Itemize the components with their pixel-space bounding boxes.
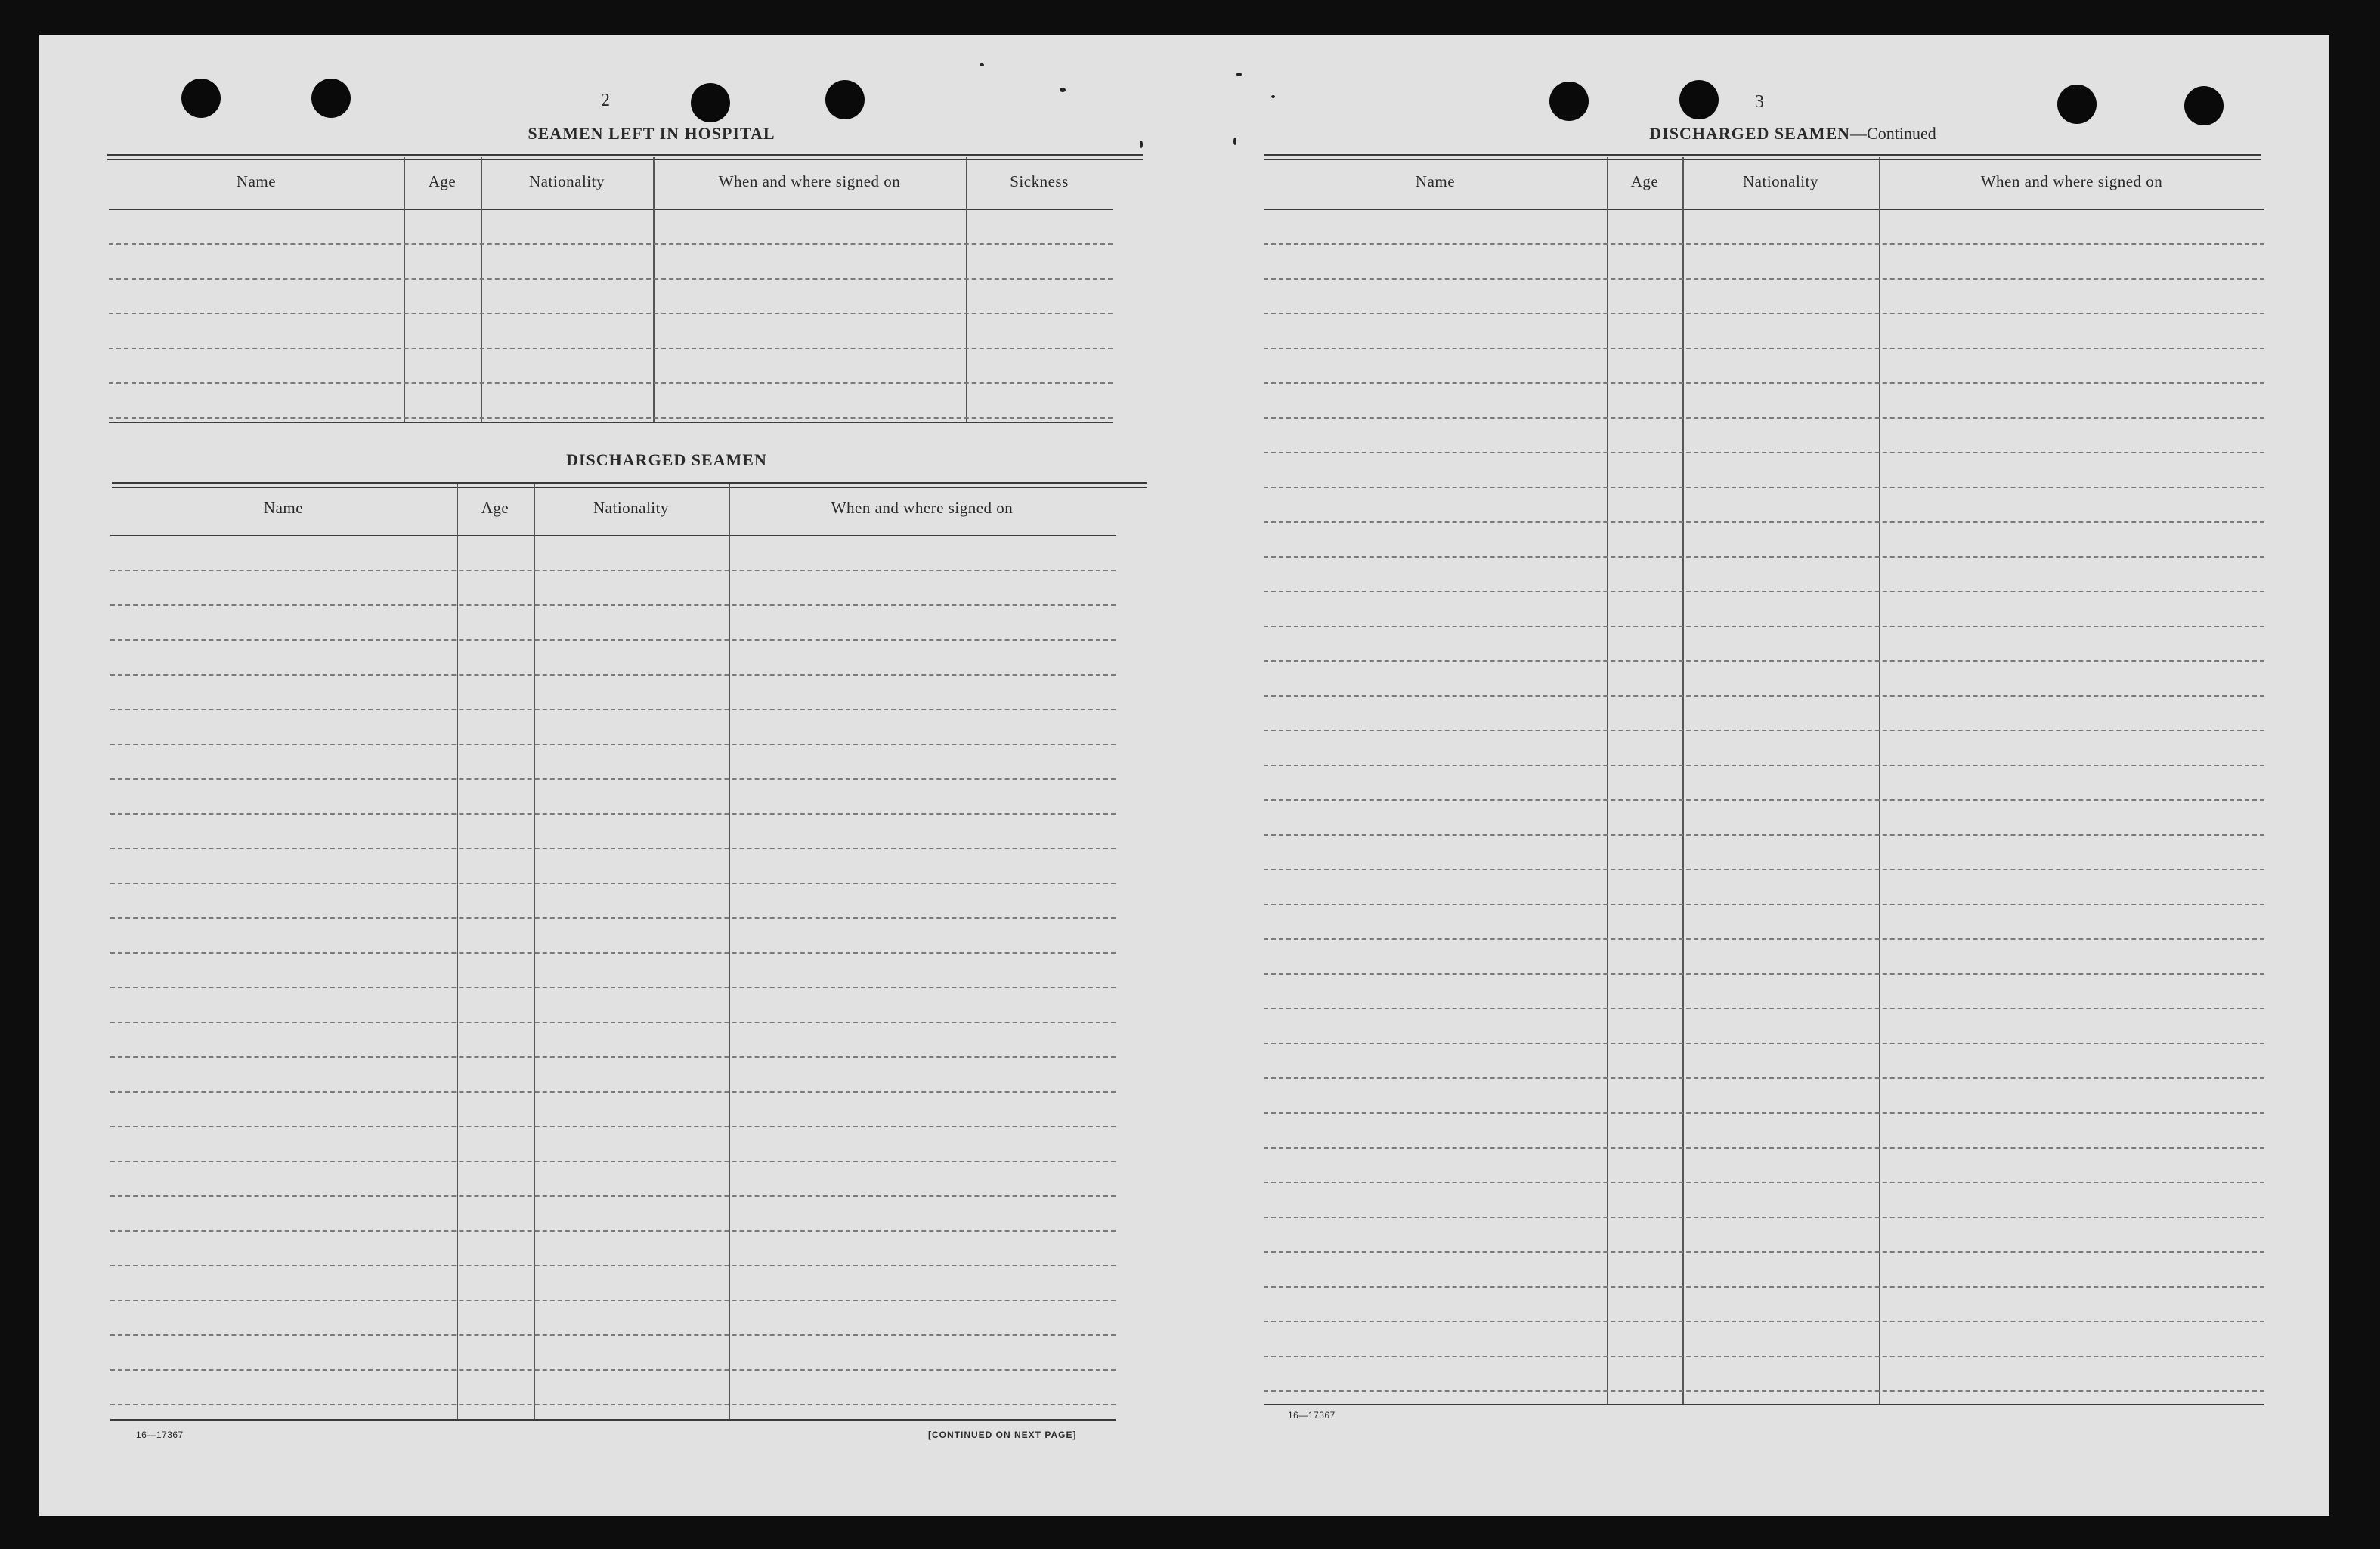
- row-line: [110, 987, 1116, 988]
- row-line: [1264, 1077, 2264, 1079]
- row-line: [1264, 1217, 2264, 1218]
- column-header: Name: [1415, 172, 1456, 190]
- column-header: Age: [1630, 172, 1659, 190]
- row-line: [110, 778, 1116, 780]
- table-bottom-rule: [1264, 1404, 2264, 1405]
- row-line: [1264, 278, 2264, 280]
- row-line: [110, 1265, 1116, 1266]
- hospital-top-rule: [107, 154, 1143, 156]
- discharged-continued-title: [1264, 124, 2322, 144]
- ink-speck: [1271, 95, 1275, 98]
- row-line: [1264, 348, 2264, 349]
- row-line: [110, 744, 1116, 745]
- punch-hole: [181, 79, 221, 118]
- column-header: Nationality: [1743, 172, 1818, 190]
- page-number: 2: [601, 91, 610, 110]
- punch-hole: [1679, 80, 1719, 119]
- row-line: [1264, 556, 2264, 558]
- column-header: When and where signed on: [718, 172, 901, 190]
- row-line: [110, 1300, 1116, 1301]
- ink-speck: [980, 63, 984, 66]
- continued-suffix: —Continued: [1850, 124, 1936, 143]
- punch-hole: [691, 83, 730, 122]
- row-line: [1264, 243, 2264, 245]
- column-header: Name: [263, 499, 304, 517]
- row-line: [1264, 1286, 2264, 1288]
- row-line: [1264, 799, 2264, 801]
- ink-speck: [1233, 138, 1236, 145]
- column-divider: [534, 484, 535, 1419]
- row-line: [1264, 973, 2264, 975]
- row-line: [110, 813, 1116, 815]
- row-line: [110, 1022, 1116, 1023]
- row-line: [1264, 313, 2264, 314]
- row-line: [1264, 660, 2264, 662]
- row-line: [110, 604, 1116, 606]
- column-header: Nationality: [529, 172, 605, 190]
- punch-hole: [2184, 86, 2224, 125]
- row-line: [110, 1404, 1116, 1405]
- header-rule: [110, 535, 1116, 536]
- row-line: [1264, 869, 2264, 870]
- row-line: [1264, 521, 2264, 523]
- form-number: 16—17367: [1288, 1410, 1335, 1421]
- row-line: [1264, 1251, 2264, 1253]
- row-line: [110, 1091, 1116, 1093]
- row-line: [1264, 1356, 2264, 1357]
- row-line: [109, 278, 1113, 280]
- header-rule: [109, 209, 1113, 210]
- row-line: [110, 1195, 1116, 1197]
- row-line: [110, 848, 1116, 849]
- row-line: [109, 382, 1113, 384]
- right-top-rule-thin: [1264, 159, 2261, 160]
- row-line: [1264, 591, 2264, 592]
- column-divider: [457, 484, 458, 1419]
- discharged-continued-title-main: DISCHARGED SEAMEN: [1649, 124, 1851, 143]
- table-bottom-rule: [109, 422, 1113, 423]
- row-line: [110, 1126, 1116, 1127]
- row-line: [110, 952, 1116, 954]
- row-line: [1264, 1112, 2264, 1114]
- row-line: [1264, 1008, 2264, 1009]
- row-line: [110, 1161, 1116, 1162]
- column-header: Name: [236, 172, 277, 190]
- row-line: [110, 1334, 1116, 1336]
- punch-hole: [1549, 82, 1589, 121]
- row-line: [1264, 938, 2264, 940]
- row-line: [1264, 765, 2264, 766]
- row-line: [1264, 1390, 2264, 1392]
- column-header: Nationality: [593, 499, 669, 517]
- row-line: [110, 570, 1116, 571]
- row-line: [1264, 626, 2264, 627]
- punch-hole: [2057, 85, 2097, 124]
- row-line: [1264, 695, 2264, 697]
- header-rule: [1264, 209, 2264, 210]
- discharged-section-title: DISCHARGED SEAMEN: [566, 450, 767, 469]
- column-header: Age: [428, 172, 457, 190]
- form-sheet: [39, 35, 2329, 1516]
- row-line: [109, 417, 1113, 419]
- row-line: [109, 243, 1113, 245]
- column-header: When and where signed on: [1980, 172, 2163, 190]
- ink-speck: [1236, 73, 1242, 76]
- row-line: [110, 917, 1116, 919]
- row-line: [110, 1369, 1116, 1371]
- hospital-top-rule-thin: [107, 159, 1143, 160]
- row-line: [109, 313, 1113, 314]
- row-line: [1264, 1182, 2264, 1183]
- row-line: [110, 883, 1116, 884]
- row-line: [110, 709, 1116, 710]
- row-line: [1264, 904, 2264, 905]
- hospital-section-title: SEAMEN LEFT IN HOSPITAL: [528, 124, 775, 143]
- row-line: [1264, 452, 2264, 453]
- column-header: When and where signed on: [831, 499, 1014, 517]
- punch-hole: [825, 80, 865, 119]
- row-line: [110, 1056, 1116, 1058]
- row-line: [1264, 382, 2264, 384]
- ink-speck: [1060, 88, 1066, 92]
- column-header: Sickness: [1010, 172, 1069, 190]
- row-line: [110, 639, 1116, 641]
- row-line: [1264, 417, 2264, 419]
- row-line: [1264, 1043, 2264, 1044]
- discharged-top-rule-thin: [112, 487, 1147, 488]
- row-line: [1264, 834, 2264, 836]
- table-bottom-rule: [110, 1419, 1116, 1421]
- row-line: [1264, 487, 2264, 488]
- row-line: [1264, 1321, 2264, 1322]
- column-header: Age: [481, 499, 509, 517]
- page-number: 3: [1755, 92, 1764, 112]
- row-line: [1264, 730, 2264, 731]
- form-number: 16—17367: [136, 1430, 184, 1440]
- row-line: [1264, 1147, 2264, 1149]
- punch-hole: [311, 79, 351, 118]
- right-top-rule: [1264, 154, 2261, 156]
- discharged-top-rule: [112, 482, 1147, 484]
- row-line: [110, 674, 1116, 676]
- column-divider: [729, 484, 730, 1419]
- continued-note: [CONTINUED ON NEXT PAGE]: [928, 1430, 1077, 1440]
- row-line: [110, 1230, 1116, 1232]
- row-line: [109, 348, 1113, 349]
